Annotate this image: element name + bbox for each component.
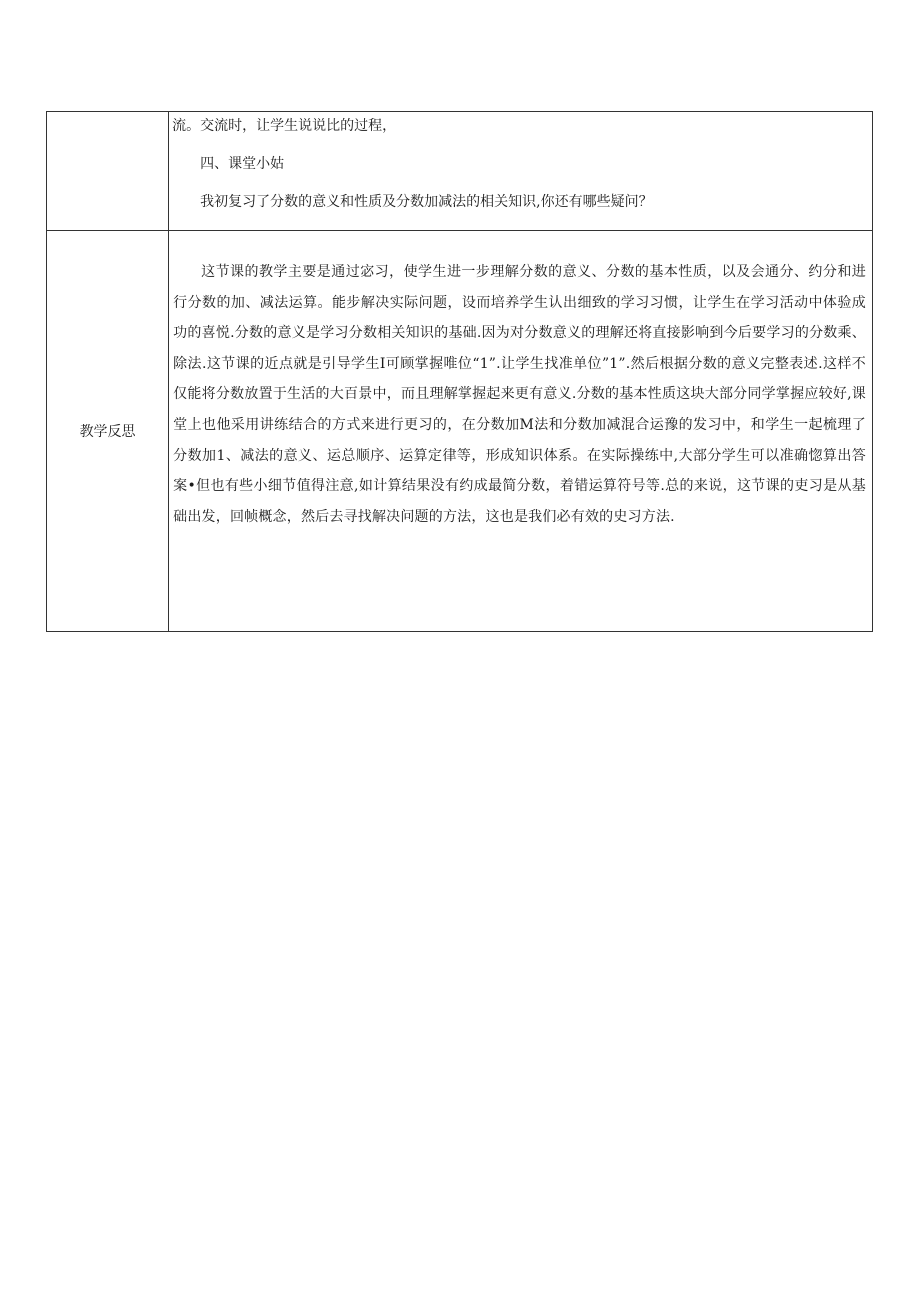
row1-content-cell [169, 112, 873, 231]
reflection-content-cell [169, 231, 873, 632]
table-row-reflection [47, 231, 873, 632]
row1-label-cell [47, 112, 169, 231]
table-row-summary [47, 112, 873, 231]
reflection-paragraph: 这节课的教学主要是通过宓习，使学生进一步理解分数的意义、分数的基本性质，以及会通分、约分和进行分数的加、减法运算。能步解决实际问题，设而培养学生认出细致的学习习惯，让学生在学习活动中体验成功的喜悦.分数的意义是学习分数相关知识的基础.因为对分数意义的理解还将直接影响到今后要学习的分数乘、除法.这节课的近点就是引导学生I可顾掌握唯位“1”.让学生找准单位”1”.然后根据分数的意义完整表述.这样不仅能将分数放置于生活的大百景中，而且理解掌握起来更有意义.分数的基本性质这块大部分同学掌握应较好,课堂上也他采用讲练结合的方式来进行更习的，在分数加M法和分数加减混合运豫的发习中，和学生一起梳理了分数加1、减法的意义、运总顺序、运算定律等，形成知识体系。在实际操练中,大部分学生可以准确惚算出答案•但也有些小细节值得注意,如计算结果没有约成最简分数，着错运算符号等.总的来说，这节课的吏习是从基础出发，回帧概念，然后去寻找解决问题的方法，这也是我们必有效的史习方法. [173, 264, 866, 525]
content-line-1: 流。交流时，让学生说说比的过程， [172, 118, 397, 134]
reflection-label: 教学反思 [47, 231, 169, 632]
lesson-plan-table [46, 111, 873, 632]
content-line-3: 我初复习了分数的意义和性质及分数加减法的相关知识,你还有哪些疑问？ [200, 194, 653, 210]
section-heading: 四、课堂小姑 [200, 156, 285, 172]
